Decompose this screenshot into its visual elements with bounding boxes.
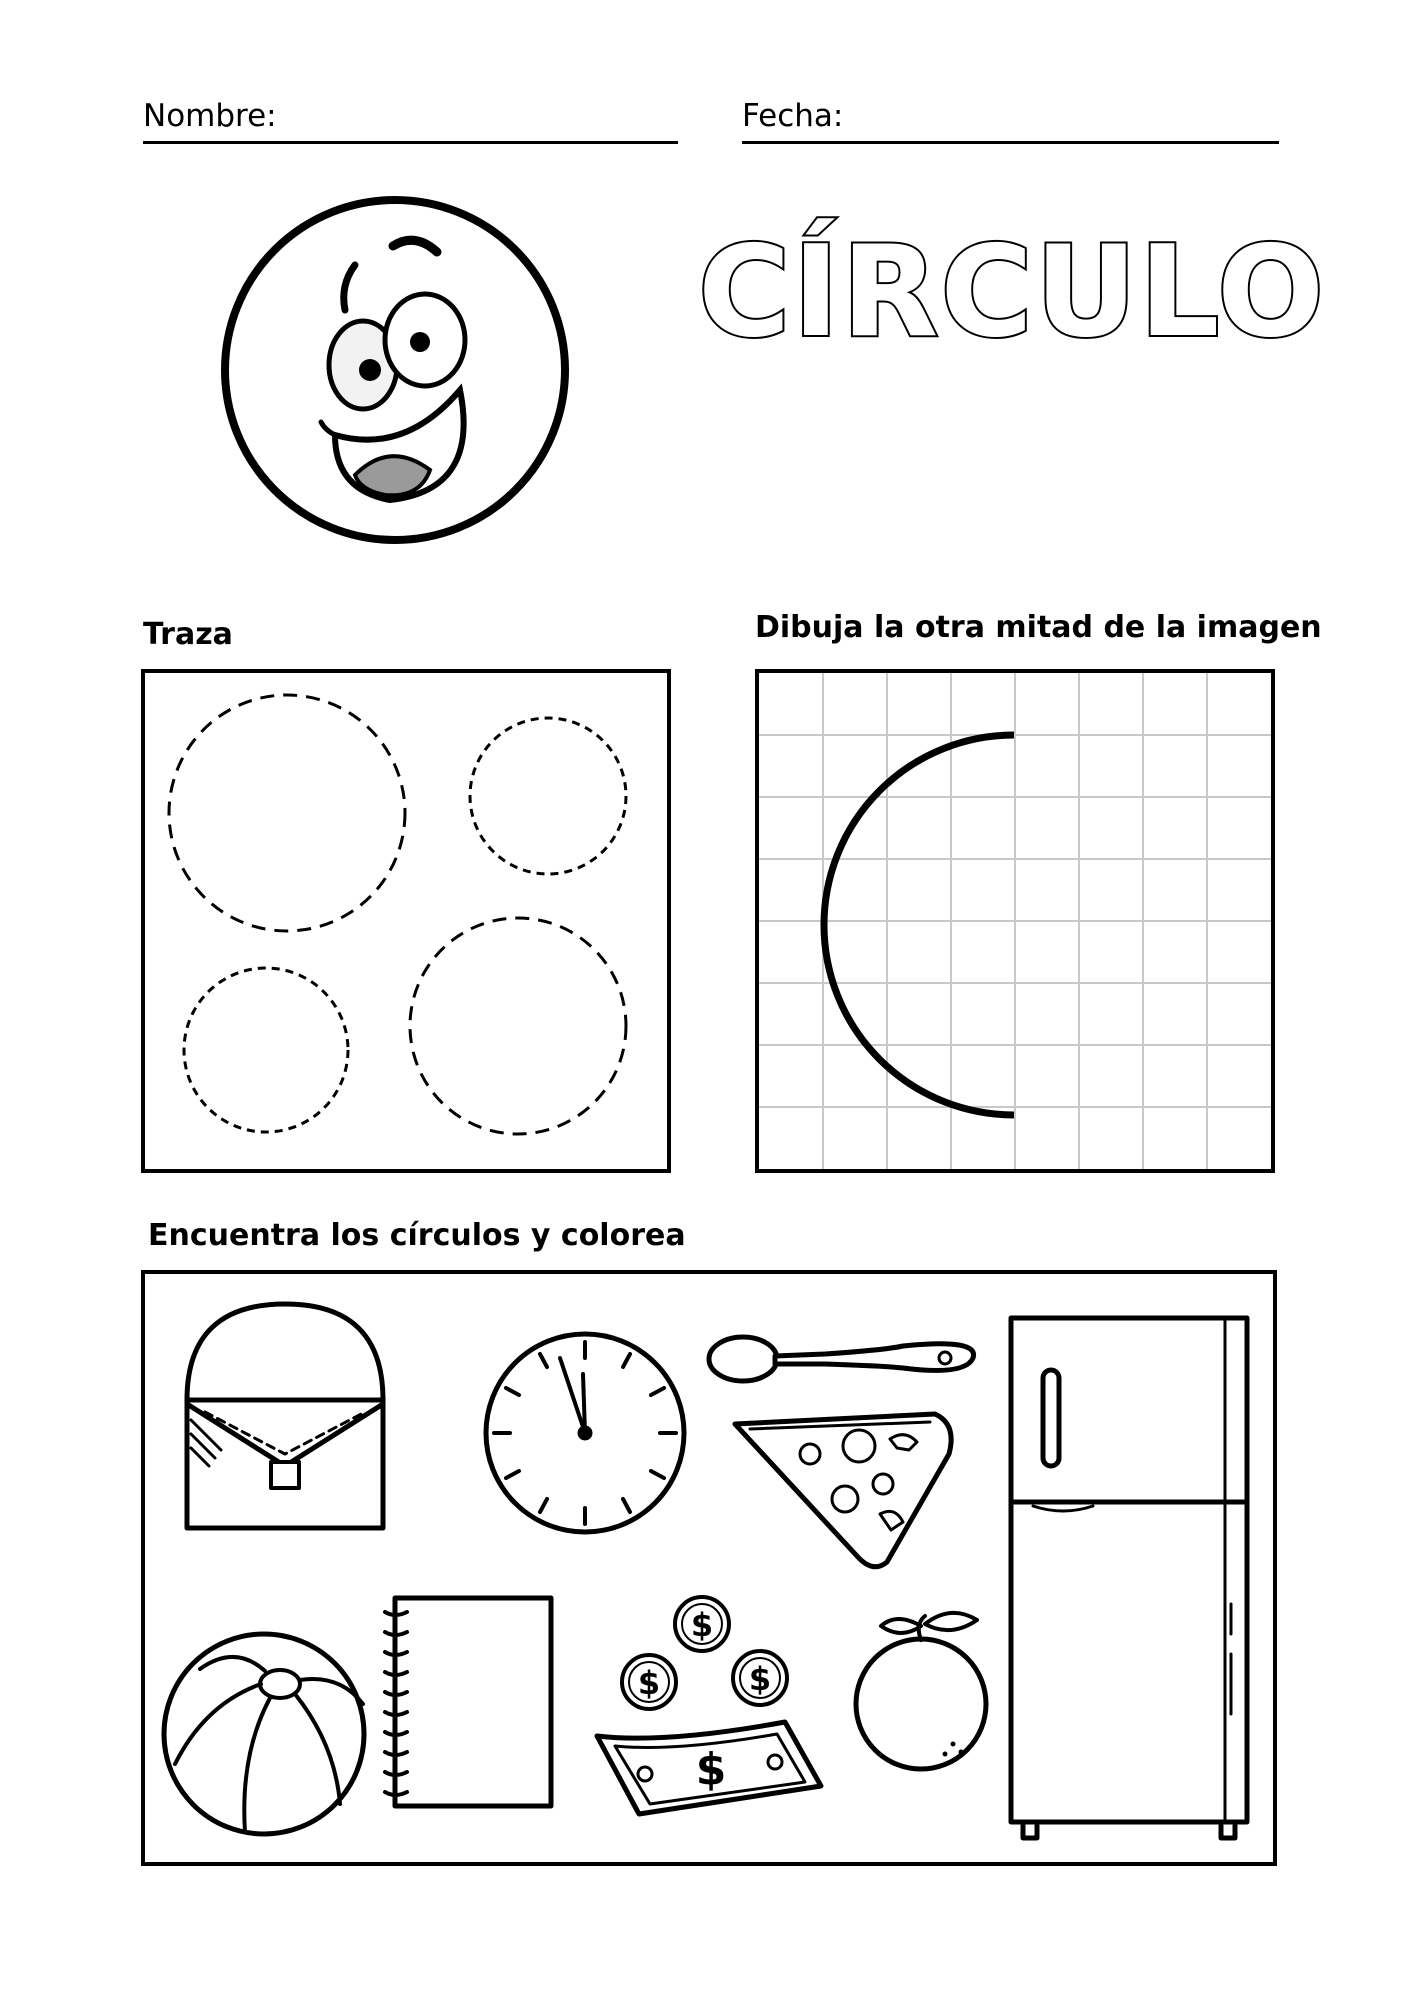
dashed-circles (145, 673, 667, 1169)
beach-ball-icon[interactable] (164, 1634, 364, 1834)
objects-illustration (145, 1274, 1273, 1862)
trace-box[interactable] (141, 669, 671, 1173)
coin-dollar-2: $ (637, 1664, 661, 1702)
handbag-icon[interactable] (187, 1304, 383, 1528)
trace-circle-small-bottom[interactable] (184, 968, 348, 1132)
spiral-notebook-icon[interactable] (385, 1598, 551, 1806)
coin-dollar-1: $ (690, 1606, 714, 1644)
wall-clock-icon[interactable] (486, 1334, 684, 1532)
mirror-grid-box[interactable] (755, 669, 1275, 1173)
grid-with-half-circle (759, 673, 1271, 1169)
date-label: Fecha: (742, 98, 844, 134)
orange-fruit-icon[interactable] (856, 1613, 986, 1769)
name-label: Nombre: (143, 98, 277, 134)
refrigerator-icon[interactable] (1011, 1318, 1247, 1838)
trace-circle-small-top[interactable] (470, 718, 626, 874)
smiling-circle-face-icon (215, 190, 575, 550)
half-circle-guide (824, 735, 1014, 1115)
mirror-section-title: Dibuja la otra mitad de la imagen (755, 610, 1322, 645)
shape-title (690, 210, 1327, 365)
svg-text:CÍRCULO: CÍRCULO (698, 218, 1327, 365)
pizza-slice-icon[interactable] (735, 1414, 951, 1567)
name-line[interactable] (143, 141, 678, 144)
find-and-color-box[interactable] (141, 1270, 1277, 1866)
date-line[interactable] (742, 141, 1279, 144)
trace-circle-large-bottom[interactable] (410, 918, 626, 1134)
banknote-dollar: $ (695, 1744, 727, 1795)
spoon-icon[interactable] (709, 1337, 974, 1381)
find-section-title: Encuentra los círculos y colorea (148, 1218, 686, 1253)
trace-circle-large-top[interactable] (169, 695, 405, 931)
coin-dollar-3: $ (748, 1660, 772, 1698)
trace-section-title: Traza (143, 617, 233, 652)
